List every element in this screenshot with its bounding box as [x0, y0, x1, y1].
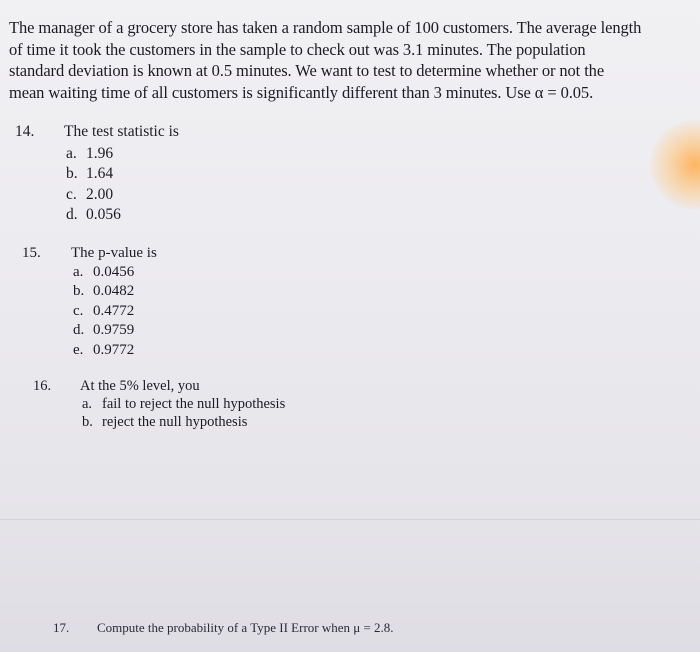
problem-line-4: mean waiting time of all customers is significantly different than 3 minutes. Use α = 0.05.	[9, 82, 594, 102]
question-text: The test statistic is	[64, 123, 179, 140]
option-value: 0.0456	[93, 264, 135, 280]
option-value: 0.9772	[93, 341, 135, 358]
question-number: 14.	[15, 123, 35, 140]
answer-option-c[interactable]	[73, 301, 134, 320]
option-value: 0.4772	[93, 302, 135, 319]
option-value: fail to reject the null hypothesis	[102, 396, 286, 412]
answer-option-a[interactable]	[73, 262, 134, 281]
option-value: reject the null hypothesis	[102, 414, 248, 430]
answer-option-a[interactable]	[66, 144, 121, 164]
option-value: 0.0482	[93, 283, 135, 300]
answer-options	[66, 144, 121, 225]
option-letter: b.	[73, 283, 85, 300]
answer-option-d[interactable]	[73, 320, 134, 339]
question-number: 17.	[53, 620, 70, 635]
question-text: The p-value is	[71, 245, 157, 261]
problem-line-1: The manager of a grocery store has taken a random sample of 100 customers. The average length	[9, 18, 642, 37]
option-value: 1.96	[86, 145, 114, 162]
problem-statement	[9, 17, 691, 103]
problem-line-3: standard deviation is known at 0.5 minutes. We want to test to determine whether or not the	[9, 61, 605, 80]
answer-option-b[interactable]	[66, 164, 121, 184]
light-glare	[650, 120, 700, 210]
option-letter: d.	[73, 322, 85, 339]
question-text: Compute the probability of a Type II Error when μ = 2.8.	[97, 620, 394, 635]
question-number: 16.	[33, 378, 52, 394]
answer-option-b[interactable]	[73, 281, 134, 300]
answer-options	[82, 395, 285, 431]
section-divider	[0, 519, 700, 520]
option-letter: c.	[66, 185, 77, 203]
option-value: 0.9759	[93, 322, 135, 339]
answer-option-a[interactable]	[82, 395, 285, 413]
option-letter: a.	[66, 145, 77, 162]
option-letter: d.	[66, 205, 78, 223]
option-letter: b.	[66, 165, 78, 183]
problem-line-2: of time it took the customers in the sample to check out was 3.1 minutes. The population	[9, 39, 586, 59]
option-letter: a.	[73, 264, 84, 280]
question-text: At the 5% level, you	[80, 378, 200, 394]
option-letter: c.	[73, 302, 84, 319]
option-letter: a.	[82, 396, 93, 412]
option-letter: e.	[73, 341, 84, 358]
answer-option-c[interactable]	[66, 185, 121, 205]
answer-option-e[interactable]	[73, 340, 134, 359]
option-value: 0.056	[86, 205, 121, 223]
answer-options	[73, 262, 134, 359]
question-number: 15.	[22, 245, 41, 261]
option-value: 1.64	[86, 165, 114, 183]
answer-option-b[interactable]	[82, 413, 285, 431]
option-letter: b.	[82, 414, 93, 430]
option-value: 2.00	[86, 185, 114, 203]
answer-option-d[interactable]	[66, 205, 121, 225]
